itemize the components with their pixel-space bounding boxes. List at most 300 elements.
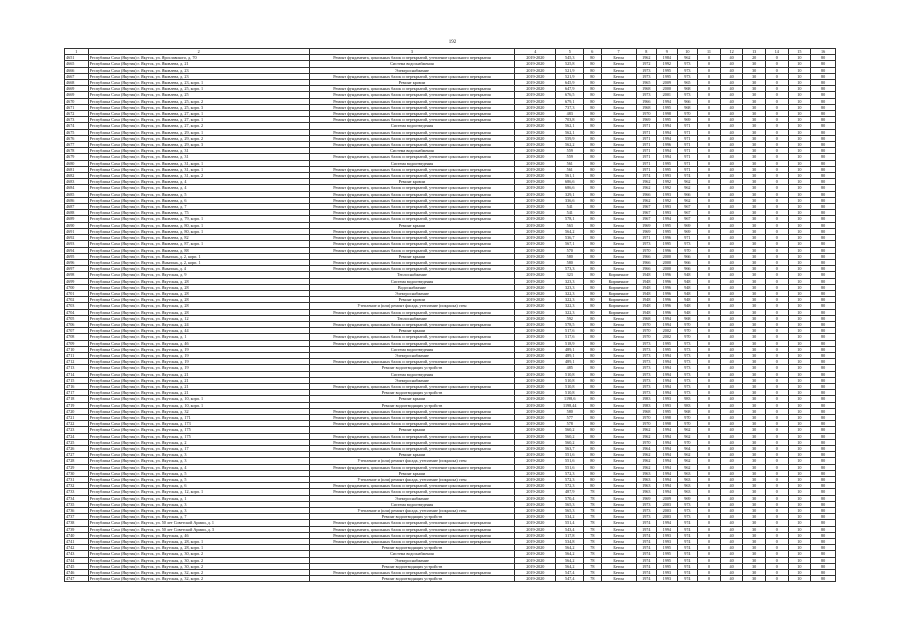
- cell-row-number: 4689: [65, 216, 89, 222]
- cell-wear: 78: [584, 532, 601, 538]
- cell-work-type: Ремонт водоотводящих устройств: [309, 390, 515, 396]
- cell-col-10: 974: [677, 557, 698, 563]
- cell-col-13: 30: [743, 235, 766, 241]
- cell-col-13: 30: [743, 346, 766, 352]
- cell-wall-material: Бетон: [601, 464, 636, 470]
- cell-year-built: 1971: [636, 123, 657, 129]
- cell-col-12: 40: [720, 197, 743, 203]
- cell-col-15: 10: [788, 154, 811, 160]
- cell-work-type: Электроснабжение: [309, 377, 515, 383]
- cell-year-built: 1948: [636, 284, 657, 290]
- cell-period: 2019-2020: [515, 303, 556, 309]
- cell-address: Республика Саха (Якутия) г. Якутск, ул. Якутская, д. 21: [88, 390, 309, 396]
- cell-wall-material: Бетон: [601, 148, 636, 154]
- cell-col-13: 30: [743, 86, 766, 92]
- cell-col-11: 0: [698, 259, 721, 265]
- cell-col-10: 966: [677, 253, 698, 259]
- cell-period: 2019-2020: [515, 228, 556, 234]
- cell-col-16: 80: [811, 377, 836, 383]
- cell-col-11: 0: [698, 160, 721, 166]
- cell-col-16: 80: [811, 520, 836, 526]
- cell-wear: 80: [584, 452, 601, 458]
- cell-col-15: 10: [788, 86, 811, 92]
- cell-col-12: 40: [720, 272, 743, 278]
- cell-col-13: 30: [743, 439, 766, 445]
- cell-row-number: 4710: [65, 346, 89, 352]
- cell-address: Республика Саха (Якутия) г. Якутск, ул. Яковлева, д. 6: [88, 197, 309, 203]
- cell-year-built: 1948: [636, 272, 657, 278]
- cell-year-built: 1971: [636, 142, 657, 148]
- cell-col-13: 30: [743, 272, 766, 278]
- cell-last-repair-year: 1994: [657, 520, 678, 526]
- cell-col-12: 40: [720, 297, 743, 303]
- cell-year-built: 1983: [636, 396, 657, 402]
- cell-col-14: 0: [765, 408, 788, 414]
- cell-col-14: 0: [765, 483, 788, 489]
- cell-col-10: 966: [677, 98, 698, 104]
- cell-col-11: 0: [698, 154, 721, 160]
- cell-row-number: 4724: [65, 433, 89, 439]
- cell-area: 323: [556, 272, 584, 278]
- cell-work-type: Система водоотведения: [309, 160, 515, 166]
- cell-work-type: Ремонт фундамента, цокольных балок и перекрытий, утепление цокольного перекрытия: [309, 173, 515, 179]
- cell-wall-material: Бетон: [601, 98, 636, 104]
- cell-col-16: 80: [811, 259, 836, 265]
- cell-area: 541: [556, 204, 584, 210]
- cell-last-repair-year: 1998: [657, 414, 678, 420]
- cell-wear: 80: [584, 160, 601, 166]
- cell-wall-material: Бетон: [601, 104, 636, 110]
- cell-col-11: 0: [698, 61, 721, 67]
- cell-col-10: 974: [677, 551, 698, 557]
- cell-year-built: 1973: [636, 92, 657, 98]
- cell-work-type: Ремонт фундамента, цокольных балок и перекрытий, утепление цокольного перекрытия: [309, 166, 515, 172]
- cell-area: 336,6: [556, 197, 584, 203]
- cell-col-14: 0: [765, 210, 788, 216]
- cell-col-15: 10: [788, 160, 811, 166]
- cell-col-11: 0: [698, 452, 721, 458]
- cell-row-number: 4717: [65, 390, 89, 396]
- cell-col-12: 40: [720, 185, 743, 191]
- cell-col-14: 0: [765, 439, 788, 445]
- cell-last-repair-year: 1993: [657, 576, 678, 582]
- cell-col-12: 40: [720, 104, 743, 110]
- cell-col-14: 0: [765, 402, 788, 408]
- cell-period: 2019-2020: [515, 55, 556, 61]
- cell-year-built: 1962: [636, 427, 657, 433]
- cell-col-12: 40: [720, 545, 743, 551]
- cell-col-10: 948: [677, 284, 698, 290]
- cell-area: 679,1: [556, 98, 584, 104]
- cell-col-10: 971: [677, 154, 698, 160]
- cell-col-15: 10: [788, 92, 811, 98]
- cell-wear: 80: [584, 328, 601, 334]
- cell-col-13: 30: [743, 501, 766, 507]
- cell-period: 2019-2020: [515, 514, 556, 520]
- cell-address: Республика Саха (Якутия) г. Якутск, ул. Яковлева, д. 23: [88, 67, 309, 73]
- cell-year-built: 1973: [636, 365, 657, 371]
- cell-col-16: 80: [811, 526, 836, 532]
- cell-col-10: 974: [677, 532, 698, 538]
- cell-wall-material: Бетон: [601, 557, 636, 563]
- cell-col-13: 30: [743, 154, 766, 160]
- cell-col-11: 0: [698, 173, 721, 179]
- cell-work-type: Ремонт фундамента, цокольных балок и перекрытий, утепление цокольного перекрытия: [309, 185, 515, 191]
- cell-col-16: 80: [811, 402, 836, 408]
- cell-row-number: 4705: [65, 315, 89, 321]
- cell-col-12: 40: [720, 129, 743, 135]
- cell-row-number: 4719: [65, 402, 89, 408]
- cell-period: 2019-2020: [515, 80, 556, 86]
- cell-col-10: 983: [677, 396, 698, 402]
- cell-col-10: 963: [677, 483, 698, 489]
- cell-col-15: 10: [788, 539, 811, 545]
- cell-col-15: 10: [788, 259, 811, 265]
- cell-col-15: 10: [788, 73, 811, 79]
- cell-col-13: 30: [743, 179, 766, 185]
- cell-address: Республика Саха (Якутия) г. Якутск, ул. Якутская, д. 32, корп. 2: [88, 576, 309, 582]
- cell-col-13: 30: [743, 508, 766, 514]
- cell-col-15: 10: [788, 446, 811, 452]
- cell-area: 510,8: [556, 371, 584, 377]
- cell-col-13: 30: [743, 173, 766, 179]
- cell-last-repair-year: 1996: [657, 290, 678, 296]
- cell-period: 2019-2020: [515, 396, 556, 402]
- cell-col-10: 973: [677, 359, 698, 365]
- cell-col-10: 962: [677, 55, 698, 61]
- cell-period: 2019-2020: [515, 501, 556, 507]
- cell-last-repair-year: 1994: [657, 135, 678, 141]
- cell-col-11: 0: [698, 166, 721, 172]
- cell-col-11: 0: [698, 191, 721, 197]
- cell-col-13: 30: [743, 427, 766, 433]
- cell-col-16: 80: [811, 414, 836, 420]
- cell-col-11: 0: [698, 576, 721, 582]
- cell-year-built: 1966: [636, 266, 657, 272]
- cell-area: 322,3: [556, 290, 584, 296]
- cell-wall-material: Бетон: [601, 142, 636, 148]
- cell-col-10: 948: [677, 297, 698, 303]
- cell-col-10: 971: [677, 129, 698, 135]
- cell-wear: 80: [584, 321, 601, 327]
- cell-col-15: 10: [788, 340, 811, 346]
- cell-work-type: Ремонт фундамента, цокольных балок и перекрытий, утепление цокольного перекрытия: [309, 55, 515, 61]
- cell-col-13: 30: [743, 408, 766, 414]
- cell-col-14: 0: [765, 321, 788, 327]
- cell-area: 570,4: [556, 495, 584, 501]
- cell-col-10: 948: [677, 278, 698, 284]
- cell-last-repair-year: 1995: [657, 166, 678, 172]
- cell-wall-material: Бетон: [601, 446, 636, 452]
- cell-col-11: 0: [698, 272, 721, 278]
- cell-period: 2019-2020: [515, 365, 556, 371]
- cell-col-14: 0: [765, 67, 788, 73]
- cell-wear: 80: [584, 73, 601, 79]
- cell-col-15: 10: [788, 365, 811, 371]
- cell-col-10: 967: [677, 216, 698, 222]
- cell-period: 2019-2020: [515, 414, 556, 420]
- cell-last-repair-year: 1994: [657, 129, 678, 135]
- cell-wear: 80: [584, 483, 601, 489]
- cell-col-13: 30: [743, 489, 766, 495]
- cell-year-built: 1974: [636, 570, 657, 576]
- cell-area: 322,3: [556, 303, 584, 309]
- cell-address: Республика Саха (Якутия) г. Якутск, ул. Якутская, д. 6: [88, 483, 309, 489]
- cell-col-13: 30: [743, 352, 766, 358]
- cell-col-11: 0: [698, 284, 721, 290]
- cell-last-repair-year: 1995: [657, 160, 678, 166]
- cell-period: 2019-2020: [515, 570, 556, 576]
- cell-address: Республика Саха (Якутия) г. Якутск, ул. Яковлева, д. 88: [88, 247, 309, 253]
- cell-col-13: 30: [743, 359, 766, 365]
- cell-work-type: Система водоснабжения: [309, 551, 515, 557]
- cell-wall-material: Бетон: [601, 421, 636, 427]
- cell-col-12: 40: [720, 470, 743, 476]
- cell-last-repair-year: 1993: [657, 204, 678, 210]
- cell-wall-material: Бетон: [601, 185, 636, 191]
- cell-period: 2019-2020: [515, 340, 556, 346]
- cell-col-12: 40: [720, 396, 743, 402]
- cell-last-repair-year: 1994: [657, 216, 678, 222]
- cell-col-11: 0: [698, 92, 721, 98]
- cell-col-11: 0: [698, 104, 721, 110]
- cell-col-13: 30: [743, 365, 766, 371]
- cell-col-16: 80: [811, 563, 836, 569]
- cell-year-built: 1970: [636, 334, 657, 340]
- cell-row-number: 4704: [65, 309, 89, 315]
- cell-period: 2019-2020: [515, 117, 556, 123]
- cell-wear: 80: [584, 464, 601, 470]
- cell-row-number: 4738: [65, 520, 89, 526]
- cell-year-built: 1967: [636, 216, 657, 222]
- cell-col-13: 30: [743, 228, 766, 234]
- cell-col-10: 974: [677, 576, 698, 582]
- cell-col-13: 30: [743, 377, 766, 383]
- cell-col-14: 0: [765, 532, 788, 538]
- cell-area: 322,3: [556, 309, 584, 315]
- cell-col-13: 30: [743, 402, 766, 408]
- cell-col-15: 10: [788, 241, 811, 247]
- cell-col-14: 0: [765, 166, 788, 172]
- cell-wall-material: Бетон: [601, 67, 636, 73]
- cell-year-built: 1974: [636, 520, 657, 526]
- cell-work-type: Ремонт фундамента, цокольных балок и перекрытий, утепление цокольного перекрытия: [309, 129, 515, 135]
- cell-work-type: Система водоснабжения: [309, 148, 515, 154]
- cell-col-12: 40: [720, 483, 743, 489]
- cell-col-10: 948: [677, 290, 698, 296]
- cell-col-15: 10: [788, 328, 811, 334]
- cell-last-repair-year: 2003: [657, 501, 678, 507]
- cell-col-16: 80: [811, 222, 836, 228]
- cell-wall-material: Бетон: [601, 352, 636, 358]
- cell-col-14: 0: [765, 365, 788, 371]
- cell-wall-material: Бетон: [601, 111, 636, 117]
- cell-work-type: Ремонт фундамента, цокольных балок и перекрытий, утепление цокольного перекрытия: [309, 383, 515, 389]
- cell-address: Республика Саха (Якутия) г. Якутск, ул. Якутская, д. 2: [88, 439, 309, 445]
- cell-area: 517,6: [556, 328, 584, 334]
- cell-period: 2019-2020: [515, 576, 556, 582]
- cell-col-16: 80: [811, 501, 836, 507]
- cell-work-type: Ремонт фундамента, цокольных балок и перекрытий, утепление цокольного перекрытия: [309, 464, 515, 470]
- cell-col-15: 10: [788, 526, 811, 532]
- cell-col-16: 80: [811, 545, 836, 551]
- cell-col-14: 0: [765, 216, 788, 222]
- cell-last-repair-year: 1995: [657, 545, 678, 551]
- cell-col-14: 0: [765, 371, 788, 377]
- cell-col-14: 0: [765, 284, 788, 290]
- cell-period: 2019-2020: [515, 315, 556, 321]
- cell-col-14: 0: [765, 160, 788, 166]
- cell-col-11: 0: [698, 532, 721, 538]
- cell-wall-material: Бетон: [601, 321, 636, 327]
- cell-wall-material: Бетон: [601, 173, 636, 179]
- cell-col-10: 973: [677, 241, 698, 247]
- cell-col-11: 0: [698, 539, 721, 545]
- cell-area: 686,6: [556, 185, 584, 191]
- cell-row-number: 4673: [65, 117, 89, 123]
- cell-col-15: 10: [788, 123, 811, 129]
- cell-col-12: 40: [720, 284, 743, 290]
- cell-col-14: 0: [765, 563, 788, 569]
- cell-year-built: 1973: [636, 359, 657, 365]
- cell-col-11: 0: [698, 365, 721, 371]
- cell-col-10: 973: [677, 92, 698, 98]
- cell-col-12: 40: [720, 86, 743, 92]
- cell-col-12: 40: [720, 514, 743, 520]
- cell-col-12: 40: [720, 111, 743, 117]
- cell-last-repair-year: 1993: [657, 396, 678, 402]
- cell-col-14: 0: [765, 508, 788, 514]
- cell-col-10: 970: [677, 334, 698, 340]
- cell-wear: 80: [584, 446, 601, 452]
- cell-col-10: 973: [677, 390, 698, 396]
- cell-area: 323,3: [556, 278, 584, 284]
- cell-period: 2019-2020: [515, 563, 556, 569]
- cell-work-type: Ремонт кровли: [309, 80, 515, 86]
- cell-col-14: 0: [765, 266, 788, 272]
- cell-work-type: Ремонт крыши: [309, 427, 515, 433]
- cell-col-16: 80: [811, 272, 836, 278]
- cell-col-11: 0: [698, 421, 721, 427]
- cell-period: 2019-2020: [515, 216, 556, 222]
- cell-period: 2019-2020: [515, 197, 556, 203]
- cell-col-16: 80: [811, 309, 836, 315]
- cell-period: 2019-2020: [515, 495, 556, 501]
- cell-year-built: 1973: [636, 501, 657, 507]
- cell-wall-material: Бетон: [601, 166, 636, 172]
- cell-col-13: 30: [743, 197, 766, 203]
- cell-col-14: 0: [765, 173, 788, 179]
- cell-area: 564,2: [556, 545, 584, 551]
- cell-period: 2019-2020: [515, 557, 556, 563]
- cell-col-11: 0: [698, 185, 721, 191]
- cell-col-15: 10: [788, 346, 811, 352]
- cell-col-14: 0: [765, 576, 788, 582]
- cell-address: Республика Саха (Якутия) г. Якутск, ул. Яковлева, д. 25, корп. 2: [88, 98, 309, 104]
- cell-col-16: 80: [811, 396, 836, 402]
- cell-col-15: 10: [788, 359, 811, 365]
- cell-wall-material: Бетон: [601, 340, 636, 346]
- cell-work-type: Система водоотведения: [309, 346, 515, 352]
- cell-col-13: 30: [743, 185, 766, 191]
- cell-col-13: 30: [743, 576, 766, 582]
- cell-col-13: 30: [743, 160, 766, 166]
- cell-wear: 78: [584, 495, 601, 501]
- cell-row-number: 4683: [65, 179, 89, 185]
- cell-col-15: 10: [788, 61, 811, 67]
- cell-col-16: 80: [811, 383, 836, 389]
- cell-period: 2019-2020: [515, 328, 556, 334]
- cell-address: Республика Саха (Якутия) г. Якутск, ул. Яныгина, д. 2, корп. 1: [88, 259, 309, 265]
- cell-period: 2019-2020: [515, 520, 556, 526]
- cell-col-12: 40: [720, 408, 743, 414]
- cell-col-14: 0: [765, 61, 788, 67]
- cell-wear: 80: [584, 197, 601, 203]
- cell-row-number: 4688: [65, 210, 89, 216]
- cell-period: 2019-2020: [515, 185, 556, 191]
- cell-col-16: 80: [811, 321, 836, 327]
- cell-col-10: 963: [677, 470, 698, 476]
- cell-wear: 80: [584, 477, 601, 483]
- cell-col-14: 0: [765, 514, 788, 520]
- cell-address: Республика Саха (Якутия) г. Якутск, ул. Якутская, д. 44: [88, 328, 309, 334]
- cell-area: 551,6: [556, 458, 584, 464]
- cell-col-13: 30: [743, 328, 766, 334]
- cell-address: Республика Саха (Якутия) г. Якутск, ул. Яковлева, д. 25, корп. 3: [88, 104, 309, 110]
- cell-col-15: 10: [788, 104, 811, 110]
- cell-col-11: 0: [698, 346, 721, 352]
- cell-col-11: 0: [698, 315, 721, 321]
- cell-col-12: 40: [720, 346, 743, 352]
- cell-work-type: Ремонт фундамента, цокольных балок и перекрытий, утепление цокольного перекрытия: [309, 539, 515, 545]
- cell-wall-material: Бетон: [601, 458, 636, 464]
- cell-col-12: 40: [720, 452, 743, 458]
- cell-col-10: 966: [677, 191, 698, 197]
- cell-col-12: 40: [720, 135, 743, 141]
- cell-col-12: 40: [720, 123, 743, 129]
- cell-address: Республика Саха (Якутия) г. Якутск, ул. Якутская, д. 10, корп. 1: [88, 402, 309, 408]
- cell-col-14: 0: [765, 80, 788, 86]
- cell-area: 580: [556, 408, 584, 414]
- cell-last-repair-year: 1993: [657, 532, 678, 538]
- cell-col-12: 40: [720, 92, 743, 98]
- cell-col-13: 30: [743, 210, 766, 216]
- cell-area: 489,1: [556, 359, 584, 365]
- cell-col-11: 0: [698, 514, 721, 520]
- cell-area: 551,4: [556, 520, 584, 526]
- cell-area: 563: [556, 222, 584, 228]
- cell-year-built: 1973: [636, 371, 657, 377]
- cell-col-12: 40: [720, 73, 743, 79]
- cell-col-15: 10: [788, 489, 811, 495]
- cell-period: 2019-2020: [515, 470, 556, 476]
- cell-col-11: 0: [698, 67, 721, 73]
- cell-col-14: 0: [765, 272, 788, 278]
- cell-col-14: 0: [765, 570, 788, 576]
- cell-col-13: 30: [743, 526, 766, 532]
- cell-col-15: 10: [788, 210, 811, 216]
- cell-col-15: 10: [788, 185, 811, 191]
- cell-wear: 80: [584, 154, 601, 160]
- cell-col-12: 40: [720, 402, 743, 408]
- cell-col-16: 80: [811, 191, 836, 197]
- cell-address: Республика Саха (Якутия) г. Якутск, ул. Якутская, д. 3: [88, 501, 309, 507]
- cell-wall-material: Бетон: [601, 433, 636, 439]
- cell-address: Республика Саха (Якутия) г. Якутск, ул. Якутская, д. 19: [88, 365, 309, 371]
- cell-area: 489,1: [556, 346, 584, 352]
- cell-wall-material: Бетон: [601, 563, 636, 569]
- cell-col-16: 80: [811, 135, 836, 141]
